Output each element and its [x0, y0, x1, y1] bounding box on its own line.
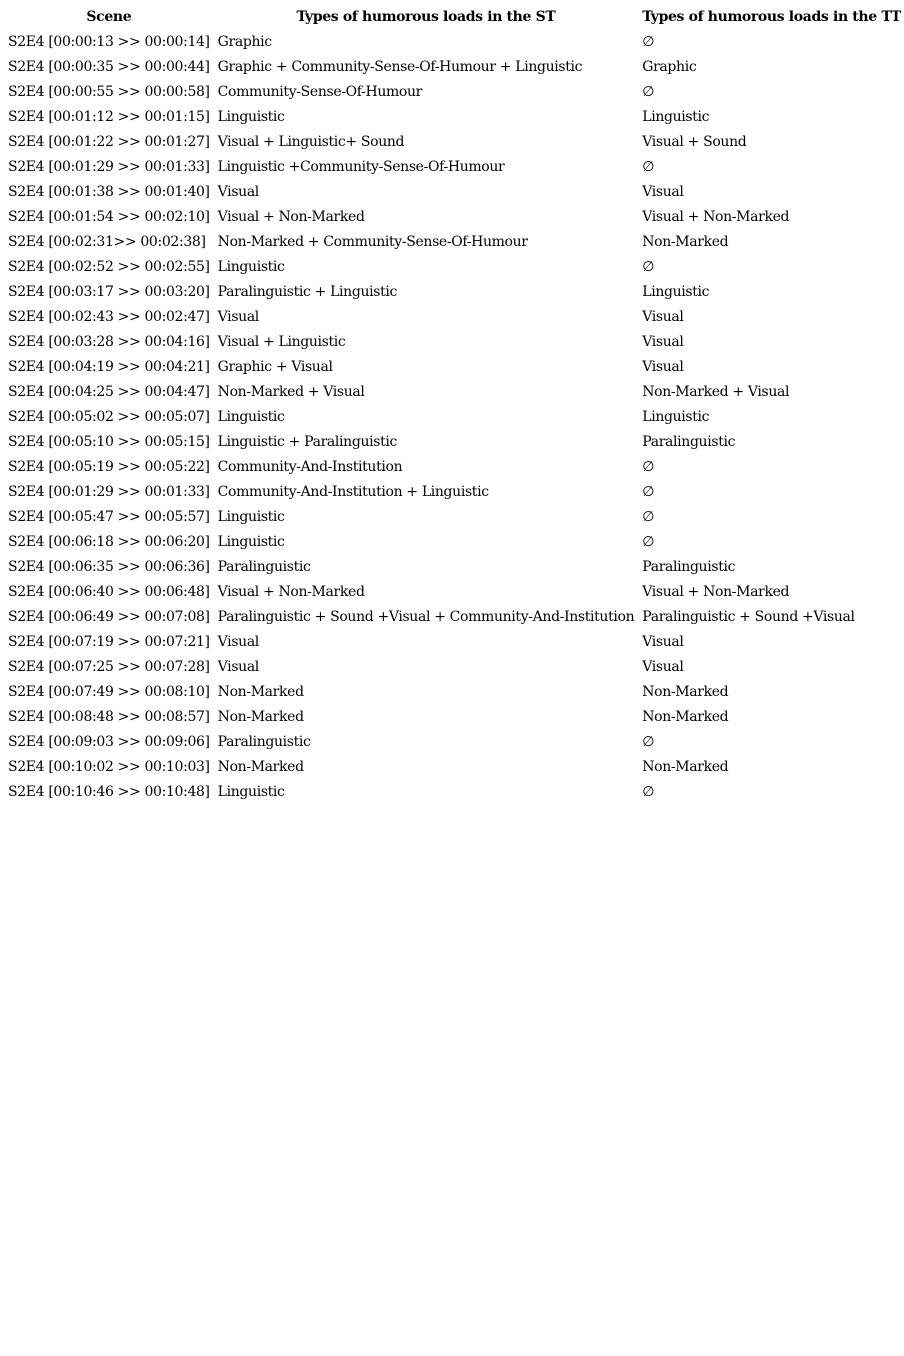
table-row — [4, 429, 904, 454]
tt-loads-cell: ∅ — [642, 33, 655, 50]
tt-loads-cell: ∅ — [642, 783, 655, 800]
tt-loads-cell: Graphic — [642, 58, 697, 75]
scene-cell: S2E4 [00:00:55 >> 00:00:58] — [8, 83, 210, 100]
st-loads-cell: Non-Marked — [217, 758, 304, 775]
scene-cell: S2E4 [00:05:02 >> 00:05:07] — [8, 408, 210, 425]
scene-cell: S2E4 [00:04:25 >> 00:04:47] — [8, 383, 210, 400]
st-loads-cell: Graphic + Visual — [217, 358, 333, 375]
st-loads-cell: Paralinguistic + Sound +Visual + Community-And-Institution — [217, 608, 635, 625]
table-row — [4, 454, 904, 479]
tt-loads-cell: Visual — [642, 308, 684, 325]
scene-cell: S2E4 [00:09:03 >> 00:09:06] — [8, 733, 210, 750]
scene-cell: S2E4 [00:02:52 >> 00:02:55] — [8, 258, 210, 275]
st-loads-cell: Non-Marked + Community-Sense-Of-Humour — [217, 233, 528, 250]
tt-loads-cell: Non-Marked — [642, 708, 729, 725]
scene-cell: S2E4 [00:03:17 >> 00:03:20] — [8, 283, 210, 300]
table-row — [4, 354, 904, 379]
tt-loads-cell: ∅ — [642, 533, 655, 550]
scene-cell: S2E4 [00:07:19 >> 00:07:21] — [8, 633, 210, 650]
tt-loads-cell: ∅ — [642, 458, 655, 475]
st-loads-cell: Visual — [217, 183, 259, 200]
tt-loads-cell: ∅ — [642, 158, 655, 175]
tt-loads-cell: Paralinguistic — [642, 558, 736, 575]
st-loads-cell: Non-Marked — [217, 683, 304, 700]
st-loads-cell: Linguistic +Community-Sense-Of-Humour — [217, 158, 505, 175]
tt-loads-cell: ∅ — [642, 258, 655, 275]
tt-loads-cell: ∅ — [642, 733, 655, 750]
table-row — [4, 154, 904, 179]
scene-cell: S2E4 [00:01:38 >> 00:01:40] — [8, 183, 210, 200]
tt-loads-cell: Visual + Non-Marked — [642, 583, 790, 600]
scene-cell: S2E4 [00:07:49 >> 00:08:10] — [8, 683, 210, 700]
tt-loads-cell: Non-Marked + Visual — [642, 383, 790, 400]
scene-cell: S2E4 [00:00:13 >> 00:00:14] — [8, 33, 210, 50]
st-loads-cell: Community-And-Institution + Linguistic — [217, 483, 489, 500]
st-loads-cell: Community-And-Institution — [217, 458, 403, 475]
st-loads-cell: Visual + Linguistic — [217, 333, 346, 350]
tt-loads-cell: Paralinguistic — [642, 433, 736, 450]
table-row — [4, 704, 904, 729]
table-row — [4, 479, 904, 504]
scene-cell: S2E4 [00:01:29 >> 00:01:33] — [8, 158, 210, 175]
scene-cell: S2E4 [00:01:29 >> 00:01:33] — [8, 483, 210, 500]
table-row — [4, 104, 904, 129]
st-loads-cell: Paralinguistic — [217, 558, 311, 575]
scene-cell: S2E4 [00:06:49 >> 00:07:08] — [8, 608, 210, 625]
tt-loads-cell: Linguistic — [642, 283, 710, 300]
table-header-row — [4, 4, 904, 29]
scene-cell: S2E4 [00:10:02 >> 00:10:03] — [8, 758, 210, 775]
scene-cell: S2E4 [00:05:10 >> 00:05:15] — [8, 433, 210, 450]
st-loads-cell: Linguistic + Paralinguistic — [217, 433, 397, 450]
st-loads-cell: Community-Sense-Of-Humour — [217, 83, 423, 100]
table-row — [4, 604, 904, 629]
table-row — [4, 279, 904, 304]
table-row — [4, 254, 904, 279]
tt-loads-cell: Visual — [642, 183, 684, 200]
tt-loads-cell: Visual — [642, 333, 684, 350]
table-row — [4, 629, 904, 654]
table-row — [4, 204, 904, 229]
humour-loads-table — [4, 4, 904, 804]
table-row — [4, 729, 904, 754]
table-body — [4, 29, 904, 804]
st-loads-cell: Non-Marked — [217, 708, 304, 725]
st-loads-cell: Linguistic — [217, 108, 285, 125]
table-row — [4, 504, 904, 529]
tt-loads-cell: ∅ — [642, 83, 655, 100]
scene-cell: S2E4 [00:01:22 >> 00:01:27] — [8, 133, 210, 150]
scene-cell: S2E4 [00:02:43 >> 00:02:47] — [8, 308, 210, 325]
st-loads-cell: Visual + Non-Marked — [217, 208, 365, 225]
scene-cell: S2E4 [00:02:31>> 00:02:38] — [8, 233, 206, 250]
st-loads-cell: Graphic + Community-Sense-Of-Humour + Linguistic — [217, 58, 583, 75]
column-header-st-loads: Types of humorous loads in the ST — [296, 8, 556, 25]
table-row — [4, 129, 904, 154]
st-loads-cell: Linguistic — [217, 258, 285, 275]
table-row — [4, 579, 904, 604]
st-loads-cell: Linguistic — [217, 783, 285, 800]
tt-loads-cell: Visual + Non-Marked — [642, 208, 790, 225]
scene-cell: S2E4 [00:04:19 >> 00:04:21] — [8, 358, 210, 375]
table-row — [4, 54, 904, 79]
table-row — [4, 779, 904, 804]
table-row — [4, 679, 904, 704]
tt-loads-cell: Linguistic — [642, 108, 710, 125]
scene-cell: S2E4 [00:03:28 >> 00:04:16] — [8, 333, 210, 350]
scene-cell: S2E4 [00:01:12 >> 00:01:15] — [8, 108, 210, 125]
st-loads-cell: Visual — [217, 308, 259, 325]
table-row — [4, 379, 904, 404]
st-loads-cell: Linguistic — [217, 408, 285, 425]
table-row — [4, 229, 904, 254]
scene-cell: S2E4 [00:10:46 >> 00:10:48] — [8, 783, 210, 800]
st-loads-cell: Linguistic — [217, 533, 285, 550]
st-loads-cell: Visual + Linguistic+ Sound — [217, 133, 405, 150]
st-loads-cell: Non-Marked + Visual — [217, 383, 365, 400]
scene-cell: S2E4 [00:05:19 >> 00:05:22] — [8, 458, 210, 475]
tt-loads-cell: Visual — [642, 358, 684, 375]
tt-loads-cell: ∅ — [642, 483, 655, 500]
table-row — [4, 29, 904, 54]
st-loads-cell: Visual — [217, 633, 259, 650]
table-row — [4, 529, 904, 554]
tt-loads-cell: Visual + Sound — [642, 133, 747, 150]
tt-loads-cell: Non-Marked — [642, 233, 729, 250]
scene-cell: S2E4 [00:06:35 >> 00:06:36] — [8, 558, 210, 575]
scene-cell: S2E4 [00:07:25 >> 00:07:28] — [8, 658, 210, 675]
table-row — [4, 754, 904, 779]
scene-cell: S2E4 [00:08:48 >> 00:08:57] — [8, 708, 210, 725]
st-loads-cell: Paralinguistic + Linguistic — [217, 283, 397, 300]
st-loads-cell: Graphic — [217, 33, 272, 50]
tt-loads-cell: Visual — [642, 633, 684, 650]
st-loads-cell: Paralinguistic — [217, 733, 311, 750]
table-row — [4, 179, 904, 204]
tt-loads-cell: ∅ — [642, 508, 655, 525]
table-row — [4, 654, 904, 679]
table-row — [4, 329, 904, 354]
scene-cell: S2E4 [00:06:18 >> 00:06:20] — [8, 533, 210, 550]
table-row — [4, 404, 904, 429]
tt-loads-cell: Non-Marked — [642, 683, 729, 700]
tt-loads-cell: Non-Marked — [642, 758, 729, 775]
st-loads-cell: Visual + Non-Marked — [217, 583, 365, 600]
tt-loads-cell: Paralinguistic + Sound +Visual — [642, 608, 855, 625]
scene-cell: S2E4 [00:05:47 >> 00:05:57] — [8, 508, 210, 525]
scene-cell: S2E4 [00:06:40 >> 00:06:48] — [8, 583, 210, 600]
column-header-tt-loads: Types of humorous loads in the TT — [642, 8, 901, 25]
column-header-scene: Scene — [86, 8, 132, 25]
st-loads-cell: Linguistic — [217, 508, 285, 525]
st-loads-cell: Visual — [217, 658, 259, 675]
scene-cell: S2E4 [00:00:35 >> 00:00:44] — [8, 58, 210, 75]
table-row — [4, 554, 904, 579]
table-row — [4, 304, 904, 329]
scene-cell: S2E4 [00:01:54 >> 00:02:10] — [8, 208, 210, 225]
tt-loads-cell: Visual — [642, 658, 684, 675]
table-row — [4, 79, 904, 104]
tt-loads-cell: Linguistic — [642, 408, 710, 425]
